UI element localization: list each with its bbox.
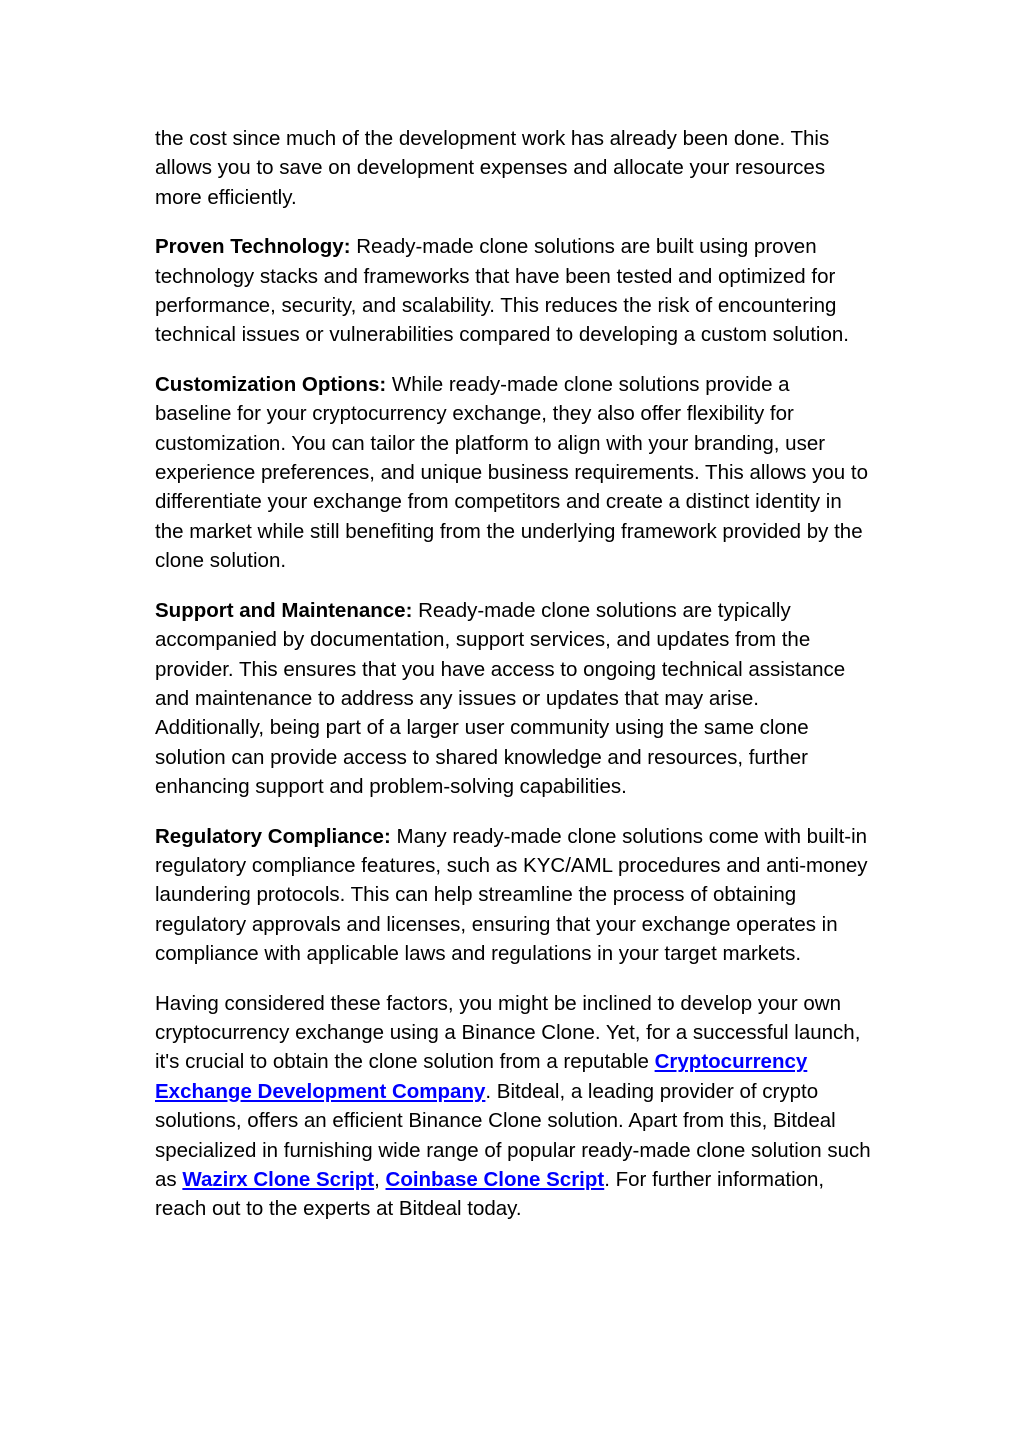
conclusion-text-3: , — [374, 1168, 386, 1191]
proven-technology-heading: Proven Technology: — [155, 235, 351, 259]
document-body — [155, 124, 871, 1244]
wazirx-clone-script-link[interactable]: Wazirx Clone Script — [182, 1168, 375, 1191]
support-maintenance-text: Ready-made clone solutions are typically accompanied by documentation, support services, and updates from the provider. This ensures that you have access to ongoing technical assistance and maintenance to address any issues or updates that may arise. Additionally, being part of a larger user community using the same clone solution can provide access to shared knowledge and resources, further enhancing support and problem-solving capabilities. — [155, 598, 846, 799]
regulatory-compliance-paragraph — [155, 822, 871, 969]
regulatory-compliance-heading: Regulatory Compliance: — [155, 824, 391, 848]
customization-options-text: While ready-made clone solutions provide a baseline for your cryptocurrency exchange, they also offer flexibility for customization. You can tailor the platform to align with your branding, user experience preferences, and unique business requirements. This allows you to differentiate your exchange from competitors and create a distinct identity in the market while still benefiting from the underlying framework provided by the clone solution. — [155, 372, 868, 573]
customization-options-paragraph — [155, 370, 871, 576]
conclusion-text-2: . Bitdeal, a leading provider of crypto solutions, offers an efficient Binance Clone solution. Apart from this, Bitdeal specialized in furnishing wide range of popular ready-made clone solution such as — [155, 1079, 871, 1191]
customization-options-heading: Customization Options: — [155, 372, 387, 396]
proven-technology-paragraph — [155, 232, 871, 350]
crypto-exchange-development-link[interactable]: Cryptocurrency Exchange Development Company — [155, 1050, 808, 1103]
proven-technology-text: Ready-made clone solutions are built using proven technology stacks and frameworks that have been tested and optimized for performance, security, and scalability. This reduces the risk of encountering technical issues or vulnerabilities compared to developing a custom solution. — [155, 235, 849, 347]
conclusion-paragraph — [155, 989, 871, 1224]
support-maintenance-heading: Support and Maintenance: — [155, 598, 413, 622]
conclusion-text-1: Having considered these factors, you might be inclined to develop your own cryptocurrency exchange using a Binance Clone. Yet, for a successful launch, it's crucial to obtain the clone solution from a reputable — [155, 991, 861, 1074]
coinbase-clone-script-link[interactable]: Coinbase Clone Script — [385, 1168, 605, 1191]
conclusion-text-4: . For further information, reach out to the experts at Bitdeal today. — [155, 1168, 825, 1221]
intro-text: the cost since much of the development work has already been done. This allows you to save on development expenses and allocate your resources more efficiently. — [155, 127, 830, 209]
regulatory-compliance-text: Many ready-made clone solutions come with built-in regulatory compliance features, such as KYC/AML procedures and anti-money laundering protocols. This can help streamline the process of obtaining regulatory approvals and licenses, ensuring that your exchange operates in compliance with applicable laws and regulations in your target markets. — [155, 824, 868, 966]
support-maintenance-paragraph — [155, 596, 871, 802]
intro-paragraph — [155, 124, 871, 212]
